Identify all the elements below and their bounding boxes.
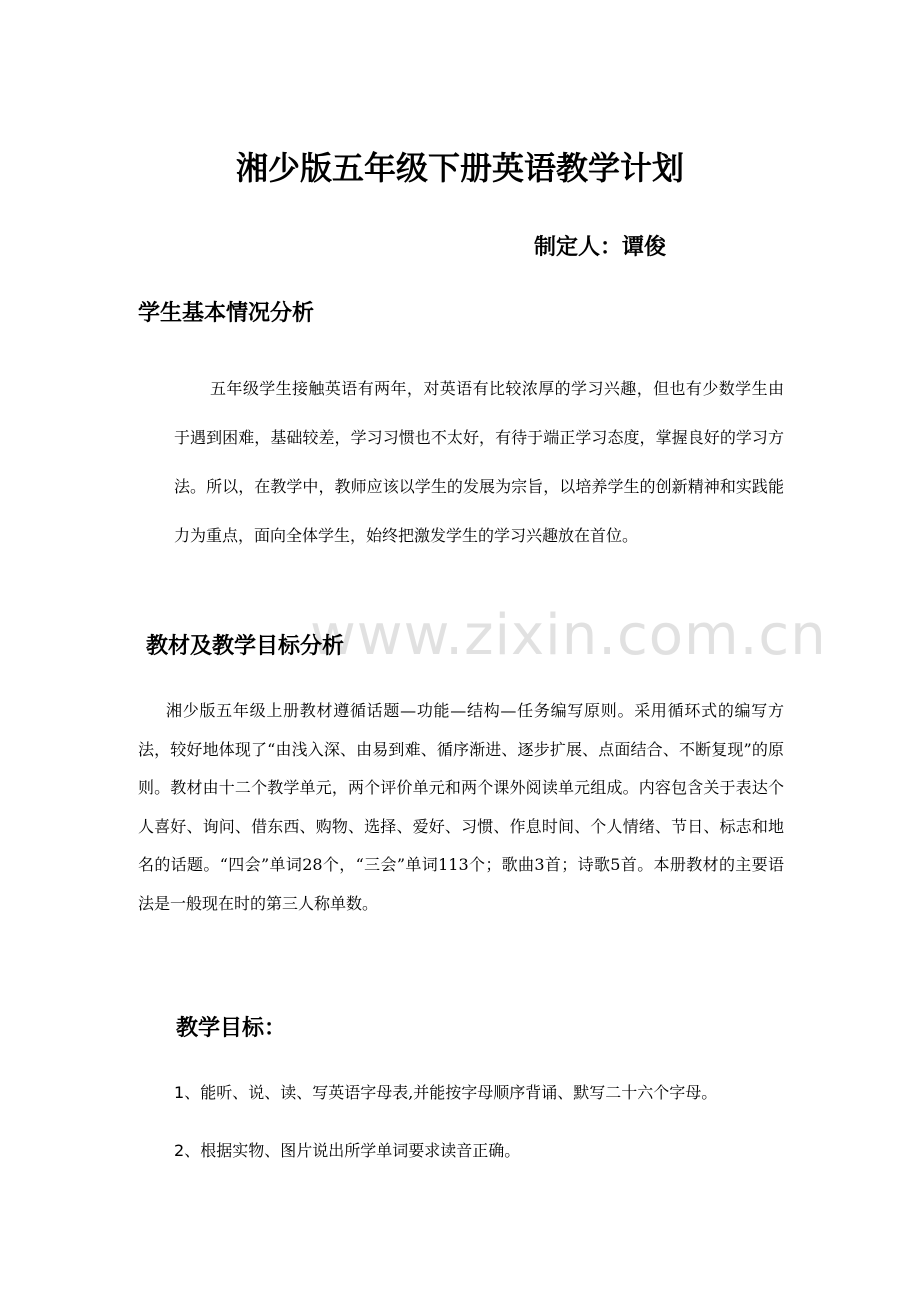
paragraph-student-analysis: 五年级学生接触英语有两年，对英语有比较浓厚的学习兴趣，但也有少数学生由于遇到困难，基础较差，学习习惯也不太好，有待于端正学习态度，掌握良好的学习方法。所以，在教学中，教师应该以学生的发展为宗旨，以培养学生的创新精神和实践能力为重点，面向全体学生，始终把激发学生的学习兴趣放在首位。 xyxy=(174,379,784,545)
list-item xyxy=(174,1073,717,1113)
list-item-text: 、根据实物、图片说出所学单词要求读音正确。 xyxy=(184,1141,521,1160)
paragraph-textbook-analysis: 湘少版五年级上册教材遵循话题—功能—结构—任务编写原则。采用循环式的编写方法，较好地体现了“由浅入深、由易到难、循序渐进、逐步扩展、点面结合、不断复现”的原则。教材由十二个教学单元，两个评价单元和两个课外阅读单元组成。内容包含关于表达个人喜好、询问、借东西、购物、选择、爱好、习惯、作息时间、个人情绪、节日、标志和地名的话题。“四会”单词28个，“三会”单词113个；歌曲3首；诗歌5首。本册教材的主要语法是一般现在时的第三人称单数。 xyxy=(138,701,784,913)
section-heading-textbook-analysis: 教材及教学目标分析 xyxy=(146,634,345,659)
list-item-number: 2 xyxy=(174,1141,185,1160)
section-heading-teaching-goals: 教学目标： xyxy=(176,1016,287,1041)
list-item-number: 1 xyxy=(174,1083,185,1102)
watermark: www.zixin.com.cn xyxy=(310,603,827,668)
document-author: 制定人：谭俊 xyxy=(534,235,667,260)
document-title: 湘少版五年级下册英语教学计划 xyxy=(235,149,684,187)
list-item xyxy=(174,1131,520,1171)
section-heading-student-analysis: 学生基本情况分析 xyxy=(138,301,315,326)
list-item-text: 、能听、说、读、写英语字母表,并能按字母顺序背诵、默写二十六个字母。 xyxy=(184,1083,718,1102)
